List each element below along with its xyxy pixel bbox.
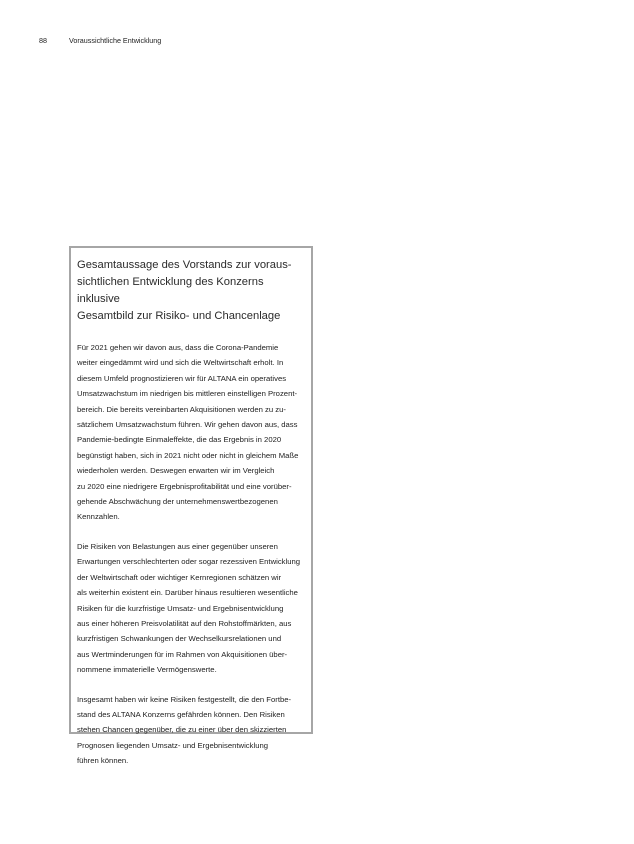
paragraph-conclusion: Insgesamt haben wir keine Risiken festgestellt, die den Fortbe- stand des ALTANA Konzerns gefährden können. Den Risiken stehen Chancen gegenüber, die zu einer über den skizzierten Prognosen liegenden Umsatz- und Ergebnisentwicklung führen können. — [77, 694, 292, 766]
section-title: Voraussichtliche Entwicklung — [69, 36, 162, 45]
summary-box — [69, 246, 313, 766]
paragraph-outlook: Für 2021 gehen wir davon aus, dass die Corona-Pandemie weiter eingedämmt wird und sich die Weltwirtschaft erholt. In diesem Umfeld prognostizieren wir für ALTANA ein operatives Umsatzwachstum im niedrigen bis mittleren einstelligen Prozent- bereich. Die bereits vereinbarten Akquisitionen werden zu zu- sätzlichem Umsatzwachstum führen. Wir gehen davon aus, dass Pandemie-bedingte Einmaleffekte, die das Ergebnis in 2020 begünstigt haben, sich in 2021 nicht oder nicht in gleichem Maße wiederholen werden. Deswegen erwarten wir im Vergleich zu 2020 eine niedrigere Ergebnisprofitabilität und eine vorüber- gehende Abschwächung der unternehmenswertbezogenen Kennzahlen. — [77, 343, 299, 522]
page-number: 88 — [39, 36, 47, 45]
page-header — [39, 36, 161, 45]
paragraph-risks: Die Risiken von Belastungen aus einer gegenüber unseren Erwartungen verschlechterten oder sogar rezessiven Entwicklung der Weltwirtschaft oder wichtiger Kernregionen schätzen wir als weiterhin existent ein. Darüber hinaus resultieren wesentliche Risiken für die kurzfristige Umsatz- und Ergebnisentwicklung aus einer höheren Preisvolatilität auf den Rohstoffmärkten, aus kurzfristigen Schwankungen der Wechselkursrelationen und aus Wertminderungen für im Rahmen von Akquisitionen über- nommene immaterielle Vermögenswerte. — [77, 541, 301, 675]
box-title: Gesamtaussage des Vorstands zur voraus- sichtlichen Entwicklung des Konzerns inklusive Gesamtbild zur Risiko- und Chancenlage — [77, 259, 292, 322]
